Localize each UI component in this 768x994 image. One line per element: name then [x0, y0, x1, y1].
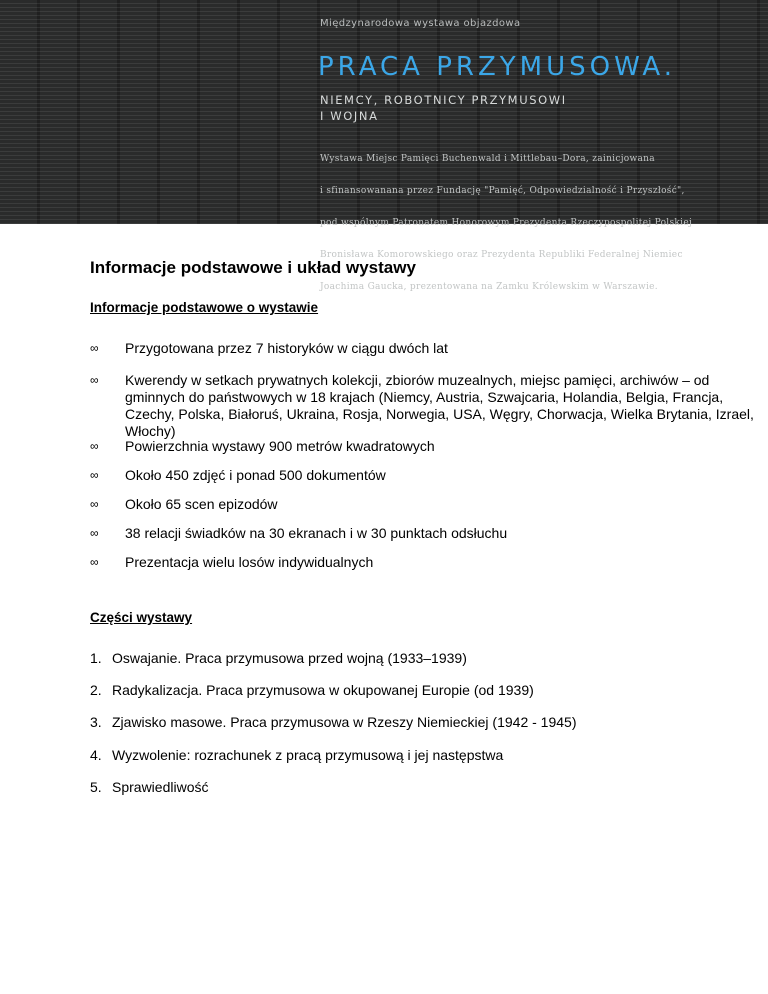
section-heading-basic-info: Informacje podstawowe o wystawie [90, 300, 319, 315]
list-item-text: Przygotowana przez 7 historyków w ciągu dwóch lat [125, 340, 448, 356]
list-number: 4. [90, 747, 102, 763]
banner-sub-heading-line2: I WOJNA [320, 109, 379, 123]
section-heading-exhibition-parts: Części wystawy [90, 610, 193, 625]
numbered-list-item [90, 779, 208, 796]
page-title: Informacje podstawowe i układ wystawy [90, 258, 416, 277]
banner-description-line: Joachima Gaucka, prezentowana na Zamku Królewskim w Warszawie. [320, 282, 658, 292]
banner-sub-heading [320, 92, 620, 124]
list-item-text: Powierzchnia wystawy 900 metrów kwadratowych [125, 438, 435, 454]
banner-sub-heading-line1: NIEMCY, ROBOTNICY PRZYMUSOWI [320, 93, 567, 107]
infinity-bullet-icon: ∞ [90, 373, 99, 387]
infinity-bullet-icon: ∞ [90, 555, 99, 569]
list-item-text: Zjawisko masowe. Praca przymusowa w Rzeszy Niemieckiej (1942 - 1945) [112, 714, 577, 730]
numbered-list-item [90, 650, 467, 667]
banner-small-title: Międzynarodowa wystawa objazdowa [320, 18, 521, 29]
list-item-text: Radykalizacja. Praca przymusowa w okupowanej Europie (od 1939) [112, 682, 534, 698]
infinity-bullet-icon: ∞ [90, 439, 99, 453]
infinity-bullet-icon: ∞ [90, 526, 99, 540]
list-number: 1. [90, 650, 102, 666]
list-item-text: Wyzwolenie: rozrachunek z pracą przymusową i jej następstwa [112, 747, 504, 763]
list-number: 2. [90, 682, 102, 698]
list-number: 3. [90, 714, 102, 730]
list-item-text: Sprawiedliwość [112, 779, 209, 795]
banner-description-line: i sfinansowanana przez Fundację "Pamięć, Odpowiedzialność i Przyszłość", [320, 186, 685, 196]
numbered-list-item [90, 747, 503, 764]
list-item-text: Około 450 zdjęć i ponad 500 dokumentów [125, 467, 386, 483]
infinity-bullet-icon: ∞ [90, 497, 99, 511]
list-item-text: Około 65 scen epizodów [125, 496, 278, 512]
list-number: 5. [90, 779, 102, 795]
numbered-list-item [90, 714, 577, 731]
infinity-bullet-icon: ∞ [90, 341, 99, 355]
list-item-text: Oswajanie. Praca przymusowa przed wojną (1933–1939) [112, 650, 467, 666]
list-item-text: Kwerendy w setkach prywatnych kolekcji, zbiorów muzealnych, miejsc pamięci, archiwów – od gminnych do państwowych w 18 krajach (Niemcy, Austria, Szwajcaria, Holandia, Belgia, Francja, Czechy, Polska, Białoruś, Ukraina, Rosja, Norwegia, USA, Węgry, Chorwacja, Wielka Brytania, Izrael, Włochy) [125, 372, 754, 439]
numbered-list-item [90, 682, 534, 699]
banner-description [320, 135, 740, 311]
list-item-text: Prezentacja wielu losów indywidualnych [125, 554, 374, 570]
banner-description-line: Bronisława Komorowskiego oraz Prezydenta Republiki Federalnej Niemiec [320, 250, 683, 260]
banner-description-line: Wystawa Miejsc Pamięci Buchenwald i Mittlebau–Dora, zainicjowana [320, 154, 655, 164]
banner-main-title: PRACA PRZYMUSOWA. [318, 52, 676, 82]
list-item-text: 38 relacji świadków na 30 ekranach i w 30 punktach odsłuchu [125, 525, 508, 541]
infinity-bullet-icon: ∞ [90, 468, 99, 482]
banner-description-line: pod wspólnym Patronatem Honorowym Prezydenta Rzeczypospolitej Polskiej [320, 218, 693, 228]
